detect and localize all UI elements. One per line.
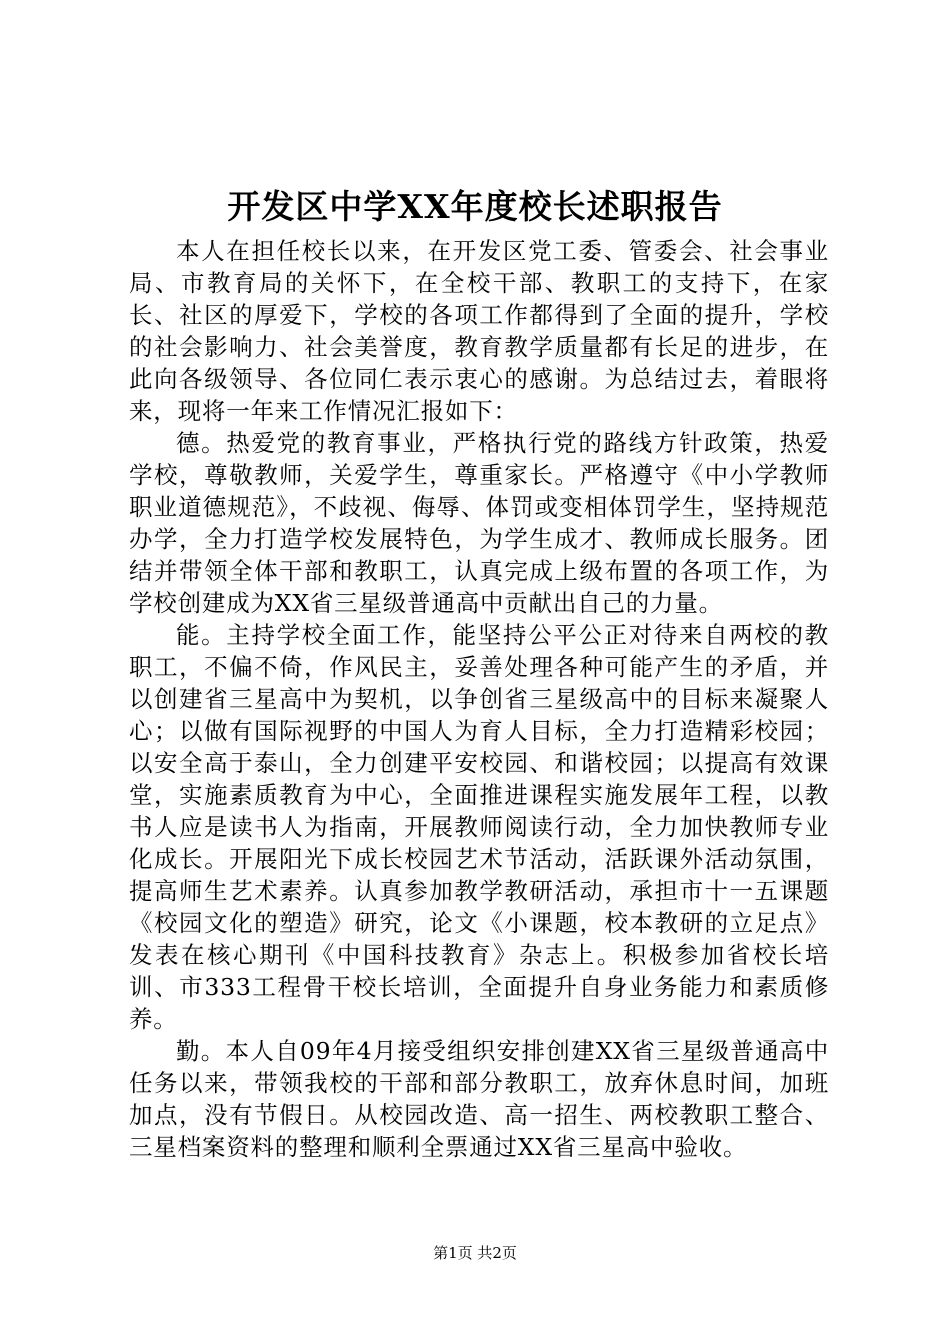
paragraph-ability: 能。主持学校全面工作，能坚持公平公正对待来自两校的教职工，不偏不倚，作风民主，妥善处理各种可能产生的矛盾，并以创建省三星高中为契机，以争创省三星级高中的目标来凝聚人心；以做有国际视野的中国人为育人目标，全力打造精彩校园；以安全高于泰山，全力创建平安校园、和谐校园；以提高有效课堂，实施素质教育为中心，全面推进课程实施发展年工程，以教书人应是读书人为指南，开展教师阅读行动，全力加快教师专业化成长。开展阳光下成长校园艺术节活动，活跃课外活动氛围，提高师生艺术素养。认真参加教学教研活动，承担市十一五课题《校园文化的塑造》研究，论文《小课题，校本教研的立足点》发表在核心期刊《中国科技教育》杂志上。积极参加省校长培训、市333工程骨干校长培训，全面提升自身业务能力和素质修养。 [129,621,829,1033]
paragraph-virtue: 德。热爱党的教育事业，严格执行党的路线方针政策，热爱学校，尊敬教师，关爱学生，尊重家长。严格遵守《中小学教师职业道德规范》，不歧视、侮辱、体罚或变相体罚学生，坚持规范办学，全力打造学校发展特色，为学生成才、教师成长服务。团结并带领全体干部和教职工，认真完成上级布置的各项工作，为学校创建成为XX省三星级普通高中贡献出自己的力量。 [129,429,829,617]
document-title: 开发区中学XX年度校长述职报告 [227,187,723,226]
paragraph-diligence: 勤。本人自09年4月接受组织安排创建XX省三星级普通高中任务以来，带领我校的干部和部分教职工，放弃休息时间，加班加点，没有节假日。从校园改造、高一招生、两校教职工整合、三星档案资料的整理和顺利全票通过XX省三星高中验收。 [129,1037,829,1161]
page-number-footer: 第1页 共2页 [433,1244,517,1262]
document-body [129,235,829,1163]
paragraph-intro: 本人在担任校长以来，在开发区党工委、管委会、社会事业局、市教育局的关怀下，在全校干部、教职工的支持下，在家长、社区的厚爱下，学校的各项工作都得到了全面的提升，学校的社会影响力、社会美誉度，教育教学质量都有长足的进步，在此向各级领导、各位同仁表示衷心的感谢。为总结过去，着眼将来，现将一年来工作情况汇报如下： [129,237,829,425]
